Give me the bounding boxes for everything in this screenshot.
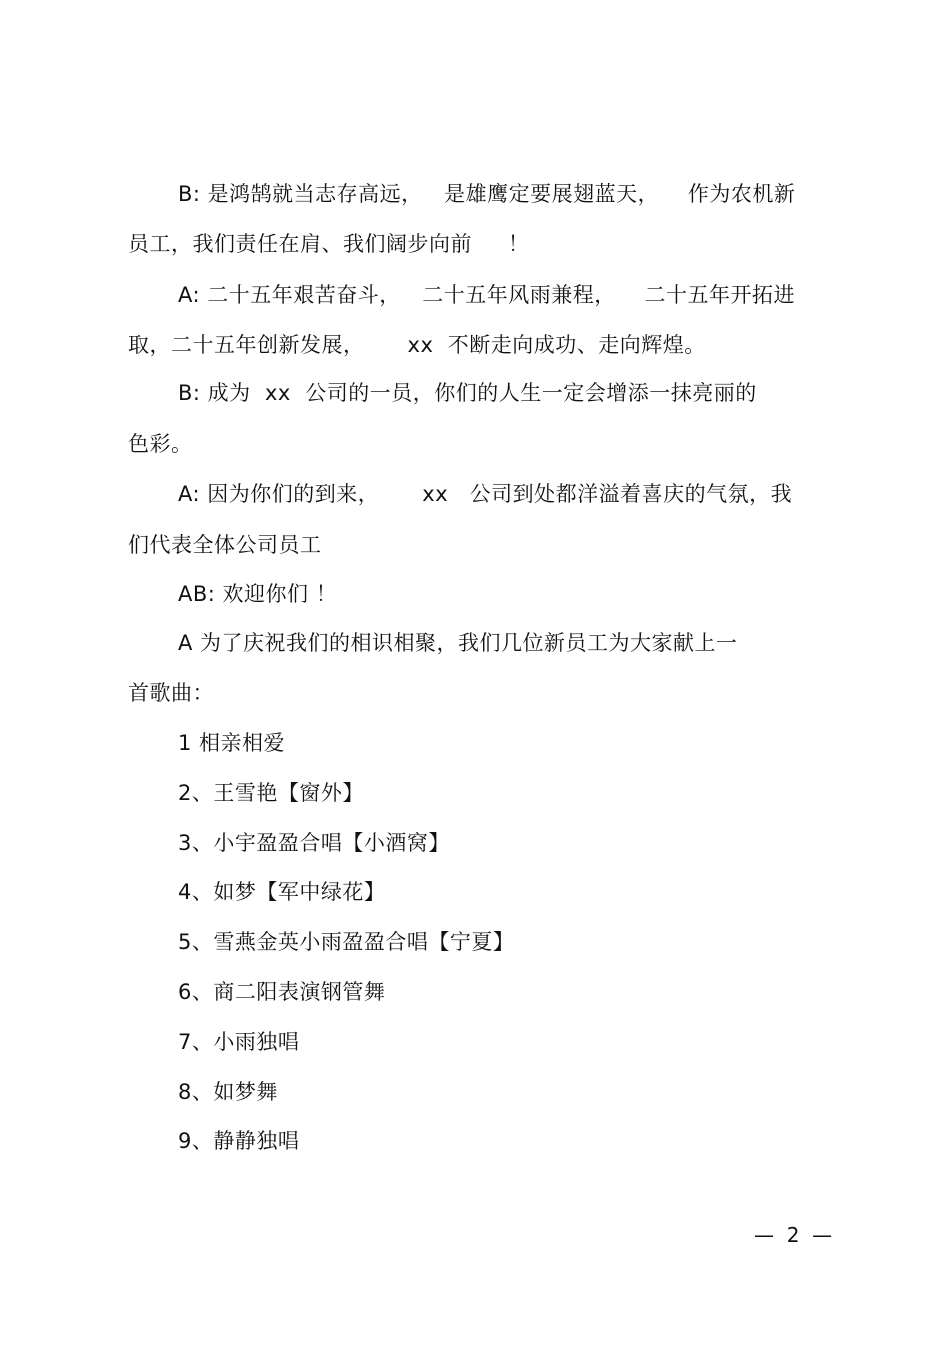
page-number: — 2 —	[754, 1223, 833, 1247]
program-item: 3、小宇盈盈合唱【小酒窝】	[178, 831, 450, 855]
paragraph-line: A: 二十五年艰苦奋斗， 二十五年风雨兼程， 二十五年开拓进	[178, 283, 795, 307]
program-item: 4、如梦【军中绿花】	[178, 880, 386, 904]
program-item: 1 相亲相爱	[178, 731, 286, 755]
paragraph-line: 取，二十五年创新发展， xx 不断走向成功、走向辉煌。	[128, 333, 706, 357]
program-item: 9、静静独唱	[178, 1129, 300, 1153]
paragraph-line: 色彩。	[128, 432, 193, 456]
program-item: 8、如梦舞	[178, 1080, 278, 1104]
program-item: 5、雪燕金英小雨盈盈合唱【宁夏】	[178, 930, 515, 954]
paragraph-line: AB: 欢迎你们 ！	[178, 582, 338, 606]
program-item: 7、小雨独唱	[178, 1030, 300, 1054]
program-item: 6、商二阳表演钢管舞	[178, 980, 386, 1004]
program-item: 2、王雪艳【窗外】	[178, 781, 364, 805]
paragraph-line: B: 是鸿鹄就当志存高远， 是雄鹰定要展翅蓝天， 作为农机新	[178, 182, 796, 206]
paragraph-line: A: 因为你们的到来， xx 公司到处都洋溢着喜庆的气氛，我	[178, 482, 793, 506]
paragraph-line: 们代表全体公司员工	[128, 533, 322, 557]
paragraph-line: B: 成为 xx 公司的一员，你们的人生一定会增添一抹亮丽的	[178, 381, 757, 405]
paragraph-line: A 为了庆祝我们的相识相聚，我们几位新员工为大家献上一	[178, 631, 738, 655]
paragraph-line: 员工，我们责任在肩、我们阔步向前 ！	[128, 232, 530, 256]
paragraph-line: 首歌曲：	[128, 681, 214, 705]
